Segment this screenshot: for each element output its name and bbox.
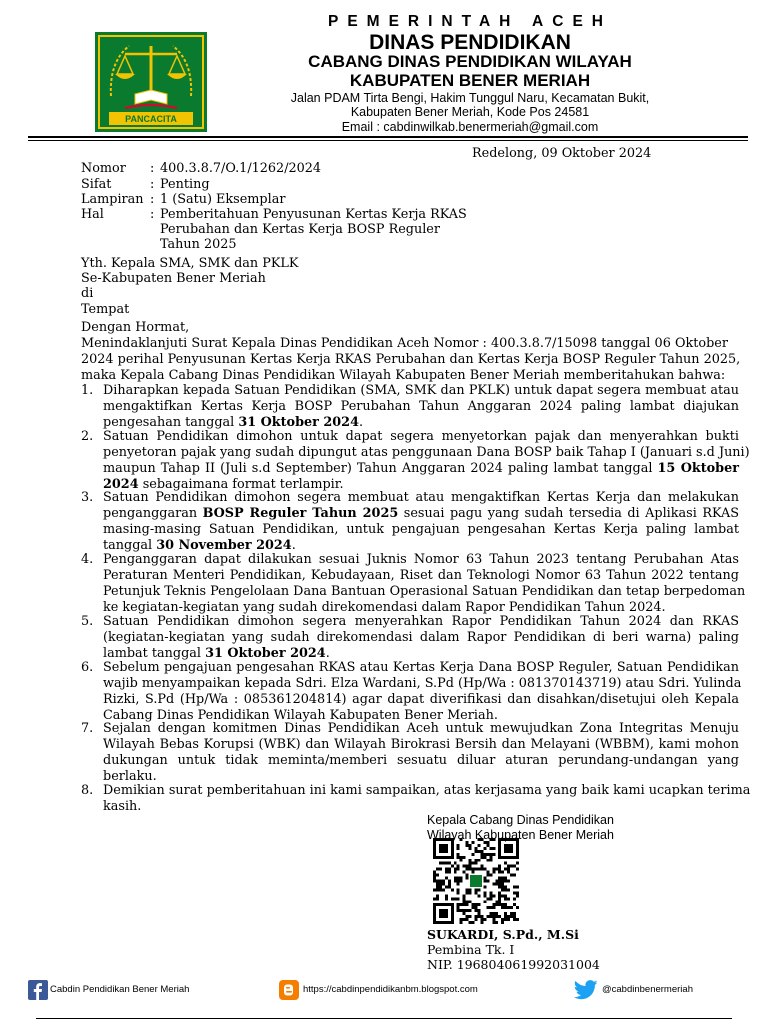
meta-label-nomor: Nomor <box>81 161 126 176</box>
letterhead-divider <box>28 136 748 141</box>
meta-value-hal-cont: Perubahan dan Kertas Kerja BOSP Reguler <box>160 222 440 237</box>
meta-value-sifat: Penting <box>160 177 210 192</box>
list-item: 8. Demikian surat pemberitahuan ini kami sampaikan, atas kerjasama yang baik kami ucapkan terima kasih. <box>81 783 751 814</box>
logo-ribbon-text: PANCACITA <box>125 114 177 124</box>
footer-twitter-handle[interactable]: @cabdinbenermeriah <box>602 984 693 995</box>
letterhead-address-line2: Kabupaten Bener Meriah, Kode Pos 24581 <box>350 105 590 119</box>
letterhead-agency: DINAS PENDIDIKAN <box>369 31 571 54</box>
greeting: Dengan Hormat, <box>81 320 190 335</box>
meta-label-hal: Hal <box>81 207 104 222</box>
list-item: 5. Satuan Pendidikan dimohon segera menyerahkan Rapor Pendidikan Tahun 2024 dan RKAS (kegiatan-kegiatan yang sudah direkomendasi dalam Rapor Pendidikan di beri warna) paling lambat tanggal 31 Oktober 2024. <box>81 614 739 661</box>
signatory-rank: Pembina Tk. I <box>427 942 515 957</box>
signatory-title: Wilayah Kabupaten Bener Meriah <box>427 828 614 842</box>
list-item: 6. Sebelum pengajuan pengesahan RKAS atau Kertas Kerja Dana BOSP Reguler, Satuan Pendidikan wajib menyampaikan kepada Sdri. Elza Wardani, S.Pd (Hp/Wa : 081370143719) atau Sdri. Yulinda Rizki, S.Pd (Hp/Wa : 085361204814) agar dapat diverifikasi dan disahkan/disetujui oleh Kepala Cabang Dinas Pendidikan Wilayah Kabupaten Bener Meriah. <box>81 660 742 723</box>
letterhead-regency: KABUPATEN BENER MERIAH <box>349 71 591 90</box>
signatory-name: SUKARDI, S.Pd., M.Si <box>427 927 579 942</box>
aceh-coat-of-arms-logo <box>95 32 207 132</box>
footer-blog-link[interactable]: https://cabdinpendidikanbm.blogspot.com <box>303 984 478 995</box>
signatory-title: Kepala Cabang Dinas Pendidikan <box>427 813 614 827</box>
meta-separator: : <box>150 192 155 207</box>
meta-label-lampiran: Lampiran <box>81 192 144 207</box>
list-item: 3. Satuan Pendidikan dimohon segera membuat atau mengaktifkan Kertas Kerja dan melakukan penganggaran BOSP Reguler Tahun 2025 sesuai pagu yang sudah tersedia di Aplikasi RKAS masing-masing Satuan Pendidikan, untuk pengajuan pengesahan Kertas Kerja paling lambat tanggal 30 November 2024. <box>81 490 740 553</box>
meta-value-nomor: 400.3.8.7/O.1/1262/2024 <box>160 161 322 176</box>
letterhead-branch: CABANG DINAS PENDIDIKAN WILAYAH <box>308 52 632 71</box>
list-item: 4. Penganggaran dapat dilakukan sesuai Juknis Nomor 63 Tahun 2023 tentang Perubahan Atas Peraturan Menteri Pendidikan, Kebudayaan, Riset dan Teknologi Nomor 63 Tahun 2022 tentang Petunjuk Teknis Pengelolaan Dana Bantuan Operasional Satuan Pendidikan dan tetap berpedoman ke kegiatan-kegiatan yang sudah direkomendasi dalam Rapor Pendidikan Tahun 2024. <box>81 552 746 615</box>
footer-divider <box>36 1018 732 1019</box>
meta-label-sifat: Sifat <box>81 177 112 192</box>
letterhead-government: PEMERINTAH ACEH <box>328 13 612 30</box>
meta-value-lampiran: 1 (Satu) Eksemplar <box>160 192 286 207</box>
list-item: 1. Diharapkan kepada Satuan Pendidikan (SMA, SMK dan PKLK) untuk dapat segera membuat atau mengaktifkan Kertas Kerja BOSP Perubahan Tahun Anggaran 2024 paling lambat diajukan pengesahan tanggal 31 Oktober 2024. <box>81 383 739 430</box>
footer-facebook-link[interactable]: Cabdin Pendidikan Bener Meriah <box>50 984 190 995</box>
intro-paragraph: Menindaklanjuti Surat Kepala Dinas Pendidikan Aceh Nomor : 400.3.8.7/15098 tanggal 06 Oktober 2024 perihal Penyusunan Kertas Kerja RKAS Perubahan dan Kertas Kerja BOSP Reguler Tahun 2025, maka Kepala Cabang Dinas Pendidikan Wilayah Kabupaten Bener Meriah memberitahukan bahwa: <box>81 336 741 383</box>
list-item: 7. Sejalan dengan komitmen Dinas Pendidikan Aceh untuk mewujudkan Zona Integritas Menuju Wilayah Bebas Korupsi (WBK) dan Wilayah Birokrasi Bersih dan Melayani (WBBM), kami mohon dukungan untuk tidak meminta/memberi sesuatu diluar aturan perundang-undangan yang berlaku. <box>81 721 739 784</box>
meta-separator: : <box>150 207 155 222</box>
letterhead-email: Email : cabdinwilkab.benermeriah@gmail.com <box>341 120 599 134</box>
letterhead-address-line1: Jalan PDAM Tirta Bengi, Hakim Tunggul Naru, Kecamatan Bukit, <box>290 91 650 105</box>
list-item: 2. Satuan Pendidikan dimohon untuk dapat segera menyetorkan pajak dan menyerahkan bukti penyetoran pajak yang sudah dipungut atas penggunaan Dana BOSP baik Tahap I (Januari s.d Juni) maupun Tahap II (Juli s.d September) Tahun Anggaran 2024 paling lambat tanggal 15 Oktober 2024 sebagaimana format terlampir. <box>81 429 750 492</box>
blogger-icon[interactable] <box>279 980 299 1000</box>
meta-value-hal-cont: Tahun 2025 <box>160 237 237 252</box>
meta-value-hal: Pemberitahuan Penyusunan Kertas Kerja RKAS <box>160 207 467 222</box>
twitter-bird-icon[interactable] <box>572 980 600 1000</box>
recipient-line: Se-Kabupaten Bener Meriah <box>81 271 266 286</box>
letter-date: Redelong, 09 Oktober 2024 <box>472 146 652 161</box>
recipient-line: Tempat <box>81 302 130 317</box>
signatory-nip: NIP. 196804061992031004 <box>427 957 600 972</box>
meta-separator: : <box>150 161 155 176</box>
meta-separator: : <box>150 177 155 192</box>
recipient-line: Yth. Kepala SMA, SMK dan PKLK <box>81 256 299 271</box>
recipient-line: di <box>81 286 94 301</box>
signature-qr-code <box>433 838 519 924</box>
facebook-icon[interactable] <box>28 980 48 1000</box>
